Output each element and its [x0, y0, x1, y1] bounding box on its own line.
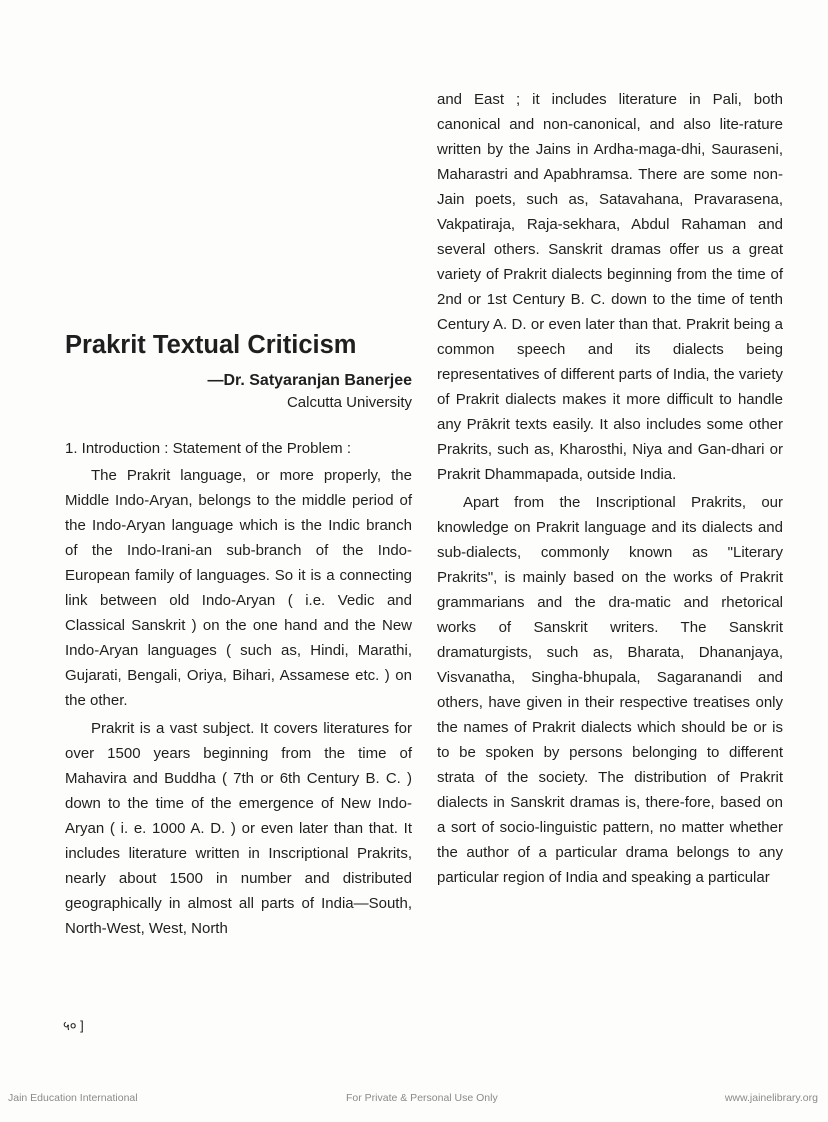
footer-center: For Private & Personal Use Only	[346, 1092, 498, 1104]
section-heading: 1. Introduction : Statement of the Problem :	[65, 440, 351, 457]
footer-link[interactable]: www.jainelibrary.org	[724, 1092, 818, 1104]
body-paragraph: Prakrit is a vast subject. It covers literatures for over 1500 years beginning from the time of Mahavira and Buddha ( 7th or 6th Century B. C. ) down to the time of the emergence of New Indo-Aryan ( i. e. 1000 A. D. ) or even later than that. It includes literature written in Inscriptional Prakrits, nearly about 1500 in number and distributed geographically in almost all parts of India—South, North-West, West, North	[65, 720, 412, 937]
body-paragraph: Apart from the Inscriptional Prakrits, our knowledge on Prakrit language and its dialects and sub-dialects, commonly known as "Literary Prakrits", is mainly based on the works of Prakrit grammarians and the dra-matic and rhetorical works of Sanskrit writers. The Sanskrit dramaturgists, such as, Bharata, Dhananjaya, Visvanatha, Singha-bhupala, Sagaranandi and others, have given in their respective treatises only the names of Prakrit dialects which should be or is to be spoken by persons belonging to different strata of the society. The distribution of Prakrit dialects in Sanskrit dramas is, there-fore, based on a sort of socio-linguistic pattern, no matter whether the author of a particular drama belongs to any particular region of India and speaking a particular	[437, 494, 783, 886]
left-column-body	[65, 463, 412, 941]
author-affiliation: Calcutta University	[286, 394, 412, 411]
right-column-body	[437, 87, 783, 890]
footer-left: Jain Education International	[8, 1092, 138, 1104]
body-paragraph: The Prakrit language, or more properly, the Middle Indo-Aryan, belongs to the middle period of the Indo-Aryan language which is the Indic branch of the Indo-Irani-an sub-branch of the Indo-European family of languages. So it is a connecting link between old Indo-Aryan ( i.e. Vedic and Classical Sanskrit ) on the one hand and the New Indo-Aryan languages ( such as, Hindi, Marathi, Gujarati, Bengali, Oriya, Bihari, Assamese etc. ) on the other.	[65, 467, 412, 709]
page-number: ५० ]	[63, 1018, 84, 1033]
article-title: Prakrit Textual Criticism	[65, 331, 357, 359]
body-paragraph: and East ; it includes literature in Pali, both canonical and non-canonical, and also lite-rature written by the Jains in Ardha-maga-dhi, Sauraseni, Maharastri and Apabhramsa. There are some non-Jain poets, such as, Satavahana, Pravarasena, Vakpatiraja, Raja-sekhara, Abdul Rahaman and several others. Sanskrit dramas offer us a great variety of Prakrit dialects beginning from the time of 2nd or 1st Century B. C. down to the time of tenth Century A. D. or even later than that. Prakrit being a common speech and its dialects being representatives of different parts of India, the variety of Prakrit dialects makes it more difficult to handle any Prākrit texts easily. It also includes some other Prakrits, such as, Kharosthi, Niya and Gan-dhari or Prakrit Dhammapada, outside India.	[437, 91, 783, 483]
author-name: —Dr. Satyaranjan Banerjee	[207, 372, 412, 389]
